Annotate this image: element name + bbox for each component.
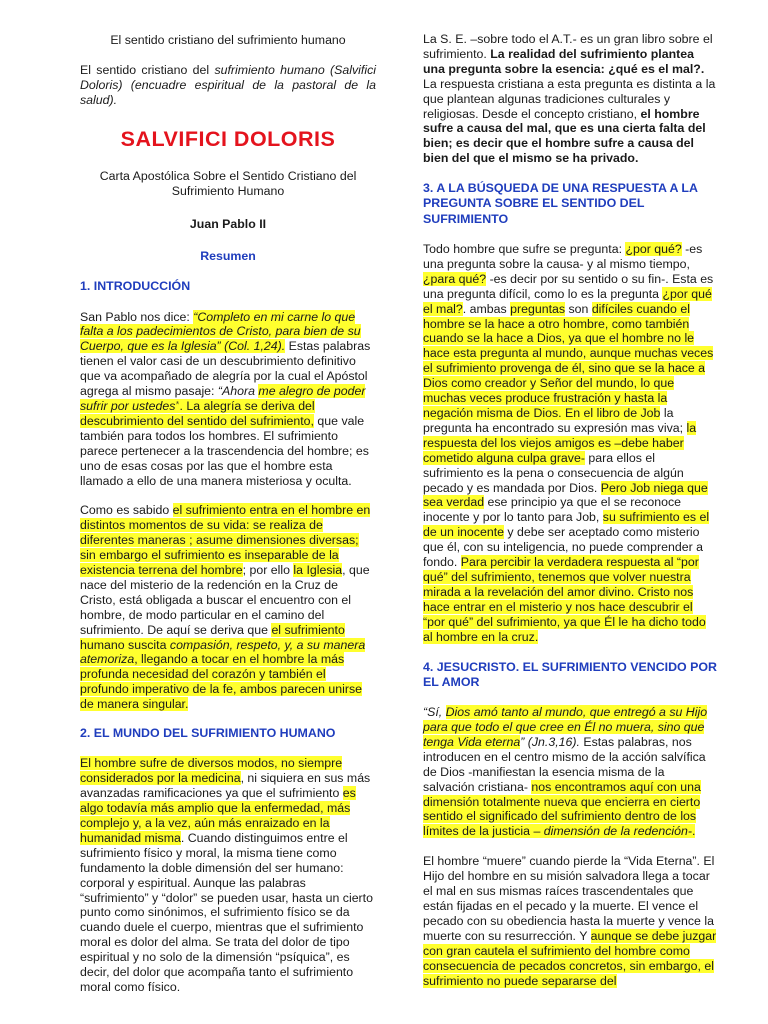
resumen-label: Resumen — [200, 249, 256, 264]
p1-quote-highlight: “Completo en mi carne lo que falta a los padecimientos de Cristo, para bien de su Cuerpo, que es la Iglesia” (Col. 1,24). — [80, 309, 361, 354]
p7-text: El hombre “muere” cuando pierde la “Vida Eterna”. El Hijo del hombre en su misión salvadora llega a tocar el mal en sus mismas raíces trascendentales que están fijadas en el pecado y la muerte. El vence el pecado con su obediencia hasta la muerte y vence la muerte con su resurrección. Y — [423, 854, 715, 943]
p6-highlight: nos encontramos aquí con una dimensión totalmente nueva que encierra en cierto sentido el significado del sufrimiento dentro de los límites de la justicia – — [423, 779, 701, 839]
document-header: El sentido cristiano del sufrimiento humano — [110, 33, 346, 47]
p5-text: Todo hombre que sufre se pregunta: — [423, 242, 626, 257]
section-2-heading: 2. EL MUNDO DEL SUFRIMIENTO HUMANO — [80, 726, 336, 741]
paragraph-6 — [423, 705, 718, 839]
p2-highlight: la Iglesia — [293, 563, 343, 578]
p5-highlight: Pero Job niega que sea verdad — [423, 480, 708, 510]
p6-quote: “Sí, — [423, 705, 446, 720]
p3-text: , ni siquiera en sus más avanzadas ramificaciones ya que el sufrimiento — [80, 771, 371, 801]
paragraph-7 — [423, 854, 718, 988]
p5-highlight: ¿para qué? — [423, 271, 487, 286]
p5-text: ese principio ya que el se reconoce inocente y por lo tanto para Job, — [423, 495, 682, 525]
p4-bold: La realidad del sufrimiento plantea una pregunta sobre la esencia: ¿qué es el mal?. — [423, 46, 705, 76]
p5-highlight: difíciles cuando el hombre se la hace a otro hombre, como también cuando se la hace a Dios, ya que el hombre no le hace esta pregunta al mundo, aunque muchas veces el sufrimiento provenga de él, sino que se la hace a Dios como creador y Señor del mundo, lo que muchas veces produce frustración y hasta la negación misma de Dios. En el libro de Job — [423, 301, 714, 421]
p2-highlight: el sufrimiento entra en el hombre en distintos momentos de su vida: se realiza de diferentes maneras ; asume dimensiones diversas; sin embargo el sufrimiento es inseparable de la existencia terrena del hombre — [80, 503, 371, 578]
p1-quote: “Ahora — [217, 384, 259, 399]
p6-quote-highlight: Dios amó tanto al mundo, que entregó a su Hijo para que todo el que cree en Él no muera, sino que tenga Vida eterna — [423, 705, 708, 749]
paragraph-2 — [80, 503, 376, 712]
paragraph-1 — [80, 310, 376, 489]
document-title: SALVIFICI DOLORIS — [120, 126, 336, 151]
p5-highlight: preguntas — [510, 301, 566, 316]
intro-paragraph — [80, 63, 376, 108]
p4-text: La respuesta cristiana a esta pregunta es distinta a la que plantean algunas tradiciones culturales y religiosas. Desde el concepto cristiano, — [423, 76, 716, 121]
p1-quote-highlight: me alegro de poder sufrir por ustedes” — [80, 384, 366, 413]
p2-text: Como es sabido — [80, 503, 173, 518]
p5-highlight: la respuesta del los viejos amigos es –debe haber cometido alguna culpa grave- — [423, 420, 697, 465]
p5-text: -es una pregunta sobre la causa- y al mismo tiempo, — [423, 242, 703, 271]
p5-highlight: su sufrimiento es el de un inocente — [423, 510, 710, 540]
p4-bold: el hombre sufre a causa del mal, que es una cierta falta del bien; es decir que el hombre sufre a causa del bien del que el mismo se ha privado. — [423, 106, 706, 166]
p6-quote: ” (Jn.3,16). — [520, 734, 580, 749]
section-1-heading: 1. INTRODUCCIÓN — [80, 279, 191, 294]
p5-highlight: ¿por qué? — [625, 242, 682, 257]
p5-text: para ellos el sufrimiento es la pena o consecuencia de algún pecado y es mandada por Dios. — [423, 450, 684, 495]
p6-highlight-italic: dimensión de la redención- — [543, 824, 692, 839]
p2-text: , que nace del misterio de la redención en la Cruz de Cristo, está obligada a buscar el encuentro con el hombre, de modo particular en el camino del sufrimiento. De aquí se deriva que — [80, 563, 370, 637]
p2-highlight-italic: compasión, respeto, y, a su manera atemoriza — [80, 637, 366, 667]
p6-text: Estas palabras, nos introducen en el centro mismo de la acción salvífica de Dios -manifiestan la esencia misma de la salvación cristiana- — [423, 734, 706, 794]
p6-highlight: . — [691, 824, 696, 839]
p5-text: son — [565, 301, 592, 316]
intro-text: El sentido cristiano del — [80, 62, 215, 77]
document-subtitle: Carta Apostólica Sobre el Sentido Cristiano del Sufrimiento Humano — [99, 168, 357, 198]
p5-text: la pregunta ha encontrado su expresión mas viva; — [423, 406, 687, 435]
right-column — [423, 0, 718, 988]
author: Juan Pablo II — [189, 217, 267, 232]
p5-text: . ambas — [462, 301, 511, 316]
paragraph-4 — [423, 32, 718, 166]
section-3-heading: 3. A LA BÚSQUEDA DE UNA RESPUESTA A LA PREGUNTA SOBRE EL SENTIDO DEL SUFRIMIENTO — [423, 181, 698, 226]
p1-text: que vale también para todos los hombres. El sufrimiento parece pertenecer a la trascendencia del hombre; es uno de esas cosas por las que el hombre esta llamado a ello de una manera misteriosa y oculta. — [80, 413, 369, 488]
p1-text: Estas palabras tienen el valor casi de un descubrimiento definitivo que va acompañado de alegría por la cual el Apóstol agrega al mismo pasaje: — [80, 339, 371, 399]
p5-text: -es decir por su sentido o su fin-. Esta es una pregunta difícil, como lo es la pregunta — [423, 271, 714, 301]
p4-text: La S. E. –sobre todo el A.T.- es un gran libro sobre el sufrimiento. — [423, 32, 713, 61]
p3-highlight: es algo todavía más amplio que la enfermedad, más complejo y, a la vez, aún más enraizado en la humanidad misma — [80, 786, 356, 845]
p2-highlight: el sufrimiento humano suscita — [80, 622, 345, 652]
left-column — [80, 0, 376, 995]
p5-text: y debe ser aceptado como misterio que él, con su inteligencia, no puede comprender a fondo. — [423, 525, 703, 570]
section-4-heading: 4. JESUCRISTO. EL SUFRIMIENTO VENCIDO POR EL AMOR — [423, 659, 717, 689]
p5-highlight: Para percibir la verdadera respuesta al “por qué” del sufrimiento, tenemos que volver nuestra mirada a la revelación del amor divino. Cristo nos hace entrar en el misterio y nos hace descubrir el “por qué” del sufrimiento, ya que Él le ha dicho todo al hombre en la cruz. — [423, 555, 706, 644]
p1-highlight: . La alegría se deriva del descubrimiento del sentido del sufrimiento, — [80, 398, 315, 428]
intro-italic: sufrimiento humano (Salvifici Doloris) (encuadre espiritual de la pastoral de la salud). — [80, 62, 376, 107]
p1-text: San Pablo nos dice: — [80, 309, 194, 324]
paragraph-5 — [423, 242, 718, 644]
p3-text: . Cuando distinguimos entre el sufrimiento físico y moral, la misma tiene como fundamento la doble dimensión del ser humano: corporal y espiritual. Aunque las palabras “sufrimiento” y “dolor” se pueden usar, hasta un cierto punto como sinónimos, el sufrimiento físico se da cuando duele el cuerpo, mientras que el sufrimiento moral es dolor del alma. Se trata del dolor de tipo espiritual y no solo de la dimensión “psíquica”, es decir, del dolor que acompaña tanto el sufrimiento moral como físico. — [80, 830, 373, 994]
paragraph-3 — [80, 756, 376, 995]
p2-text: ; por ello — [242, 563, 294, 578]
p7-highlight: aunque se debe juzgar con gran cautela el sufrimiento del hombre como consecuencia de pecados concretos, sin embargo, el sufrimiento no puede separarse del — [423, 928, 717, 988]
p2-highlight: , llegando a tocar en el hombre la más profunda necesidad del corazón y también el profundo imperativo de la fe, ambos parecen unirse de manera singular. — [80, 652, 363, 712]
p3-highlight: El hombre sufre de diversos modos, no siempre considerados por la medicina — [80, 756, 343, 786]
p5-highlight: ¿por qué el mal? — [423, 286, 712, 316]
